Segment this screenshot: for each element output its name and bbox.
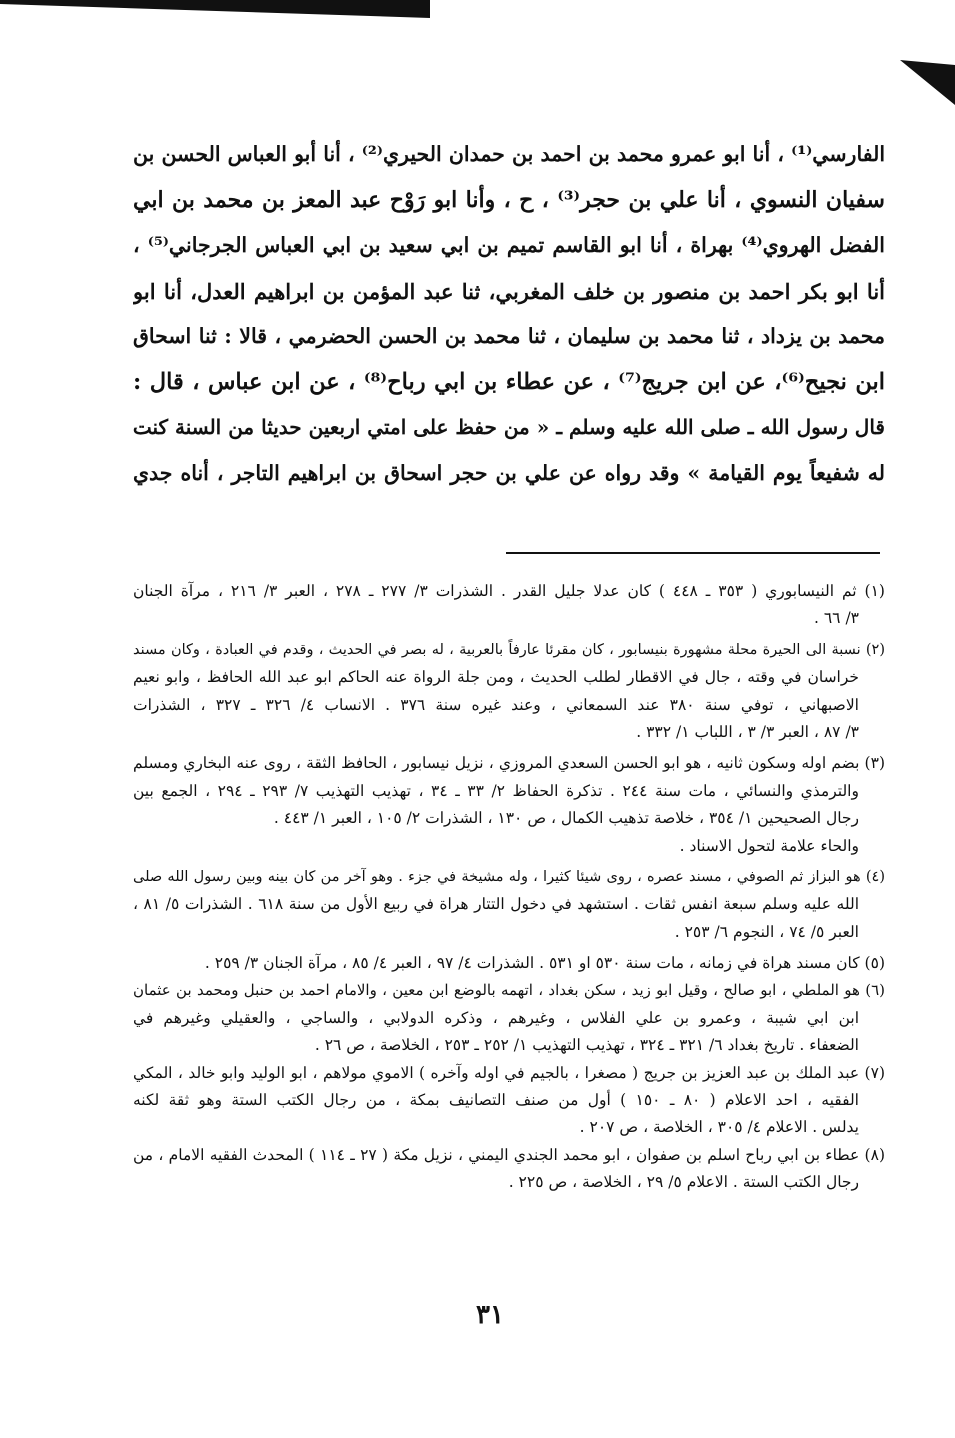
footnote-separator bbox=[506, 552, 880, 554]
footnote-line: (١) ثم النيسابوري ( ٣٥٣ ـ ٤٤٨ ) كان عدلا جليل القدر . الشذرات ٣/ ٢٧٧ ـ ٢٧٨ ، العبر ٣/ ٢١٦ ، مرآة الجنان bbox=[133, 582, 885, 600]
main-text-line: الفارسي⁽¹⁾ ، أنا ابو عمرو محمد بن احمد بن حمدان الحيري⁽²⁾ ، أنا أبو العباس الحسن بن bbox=[133, 142, 885, 166]
page-corner-mark bbox=[900, 60, 955, 105]
footnote-line: (٧) عبد الملك بن عبد العزيز بن جريج ( مصغرا ، بالجيم في اوله وآخره ) الاموي مولاهم ، ابو الوليد وابو خالد ، المكي bbox=[133, 1063, 885, 1082]
footnote bbox=[133, 578, 885, 633]
main-text bbox=[133, 132, 885, 496]
page-number: ٣١ bbox=[476, 1300, 504, 1330]
footnote bbox=[133, 1142, 885, 1197]
main-text-line: أنا ابو بكر احمد بن منصور بن خلف المغربي، ثنا عبد المؤمن بن ابراهيم العدل، أنا ابو bbox=[133, 278, 885, 304]
footnote-line: (٨) عطاء بن ابي رباح اسلم بن صفوان ، ابو محمد الجندي اليمني ، نزيل مكة ( ٢٧ ـ ١١٤ ) المحدث الفقيه الامام ، من bbox=[133, 1145, 885, 1164]
footnote-line: الاصبهاني ، توفي سنة ٣٨٠ عند السمعاني ، وعند غيره سنة ٣٧٦ . الانساب ٤/ ٣٢٦ ـ ٣٢٧ ، الشذرات bbox=[133, 695, 859, 714]
main-text-line: محمد بن يزداد ، ثنا محمد بن سليمان ، ثنا محمد بن الحسن الحضرمي ، قالا : ثنا اسحاق bbox=[133, 324, 885, 348]
footnote bbox=[133, 1060, 885, 1142]
footnote-line: الفقيه ، احد الاعلام ( ٨٠ ـ ١٥٠ ) أول من صنف التصانيف بمكة ، من رجال الكتب الستة وهو ثقة لكنه bbox=[133, 1091, 859, 1110]
footnote bbox=[133, 977, 885, 1059]
footnote-line: (٢) نسبة الى الحيرة محلة مشهورة بنيسابور ، كان مقرئا عارفاً بالعربية ، له بصر في الحديث ، وقدم في العبادة ، وكان مسند bbox=[133, 641, 885, 658]
footnote bbox=[133, 864, 885, 946]
footnote-line: الله عليه وسلم سبعة انفس ثقات . استشهد في دخول التتار هراة في ربيع الأول من سنة ٦١٨ . الشذرات ٥/ ٨١ ، bbox=[133, 895, 860, 914]
footnote-line: العبر ٥/ ٧٤ ، النجوم ٦/ ٢٥٣ . bbox=[674, 922, 859, 941]
footnote-line: والحاء علامة لتحول الاسناد . bbox=[679, 836, 859, 855]
main-text-line: قال رسول الله ـ صلى الله عليه وسلم ـ « من حفظ على امتي اربعين حديثا من السنة كنت bbox=[133, 415, 885, 439]
main-text-line: الفضل الهروي⁽⁴⁾ بهراة ، أنا ابو القاسم تميم بن ابي سعيد بن ابي العباس الجرجاني⁽⁵⁾ ، bbox=[133, 233, 885, 257]
main-text-line: سفيان النسوي ، أنا علي بن حجر⁽³⁾ ، ح ، وأنا ابو رَوْح عبد المعز بن محمد بن ابي bbox=[133, 186, 885, 213]
footnote-line: ابن ابي شيبة ، وعمرو بن علي الفلاس ، وغيرهم ، وذكره الدولابي ، والساجي ، والعقيلي وغيرهم في bbox=[133, 1008, 859, 1027]
main-text-line: ابن نجيح⁽⁶⁾، عن ابن جريج⁽⁷⁾ ، عن عطاء بن ابي رباح⁽⁸⁾ ، عن ابن عباس ، قال : bbox=[133, 368, 885, 395]
footnote-line: (٣) بضم اوله وسكون ثانيه ، هو ابو الحسن السعدي المروزي ، نزيل نيسابور ، الحافظ الثقة ، روى عنه البخاري ومسلم bbox=[133, 754, 885, 773]
footnote-line: يدلس . الاعلام ٤/ ٣٠٥ ، الخلاصة ، ص ٢٠٧ . bbox=[579, 1118, 859, 1137]
footnote-line: ٣/ ٨٧ ، العبر ٣/ ٣ ، اللباب ١/ ٣٣٢ . bbox=[636, 722, 859, 741]
footnote-line: ٣/ ٦٦ . bbox=[814, 609, 859, 628]
footnote-line: خراسان في وقته ، جال في الاقطار لطلب الحديث ، ومن جلة الرواة عنه الحاكم ابو عبد الله الحافظ ، وابو نعيم bbox=[133, 668, 859, 687]
main-text-line: له شفيعاً يوم القيامة » وقد رواه عن علي بن حجر اسحاق بن ابراهيم التاجر ، أناه جدي bbox=[133, 460, 885, 485]
footnote-line: رجال الكتب الستة . الاعلام ٥/ ٢٩ ، الخلاصة ، ص ٢٢٥ . bbox=[508, 1173, 859, 1192]
footnote-line: (٤) هو البزاز ثم الصوفي ، مسند عصره ، روى شيئا كثيرا ، وله مشيخة في جزء . وهو آخر من كان بينه وبين رسول الله صلى bbox=[133, 868, 885, 885]
footnote bbox=[133, 637, 885, 747]
scan-edge-artifact bbox=[0, 0, 430, 26]
footnote-line: (٥) كان مسند هراة في زمانه ، مات سنة ٥٣٠ او ٥٣١ . الشذرات ٤/ ٩٧ ، العبر ٤/ ٨٥ ، مرآة الجنان ٣/ ٢٥٩ . bbox=[204, 954, 885, 973]
footnote bbox=[133, 750, 885, 860]
footnote-line: الضعفاء . تاريخ بغداد ٦/ ٣٢١ ـ ٣٢٤ ، تهذيب التهذيب ١/ ٢٥٢ ـ ٢٥٣ ، الخلاصة ، ص ٢٦ . bbox=[314, 1036, 859, 1055]
footnotes bbox=[133, 578, 885, 1197]
footnote-line: والترمذي والنسائي ، مات سنة ٢٤٤ . تذكرة الحفاظ ٢/ ٣٣ ـ ٣٤ ، تهذيب التهذيب ٧/ ٢٩٣ ـ ٢٩٤ ، الجمع بين bbox=[133, 781, 859, 800]
footnote bbox=[133, 950, 885, 977]
footnote-line: رجال الصحيحين ١/ ٣٥٤ ، خلاصة تذهيب الكمال ، ص ١٣٠ ، الشذرات ٢/ ١٠٥ ، العبر ١/ ٤٤٣ . bbox=[273, 809, 859, 828]
footnote-line: (٦) هو الملطي ، ابو صالح ، وقيل ابو زيد ، سكن بغداد ، اتهمه بالوضع ابن معين ، والامام احمد بن حنبل ومحمد بن عثمان bbox=[133, 981, 885, 1000]
